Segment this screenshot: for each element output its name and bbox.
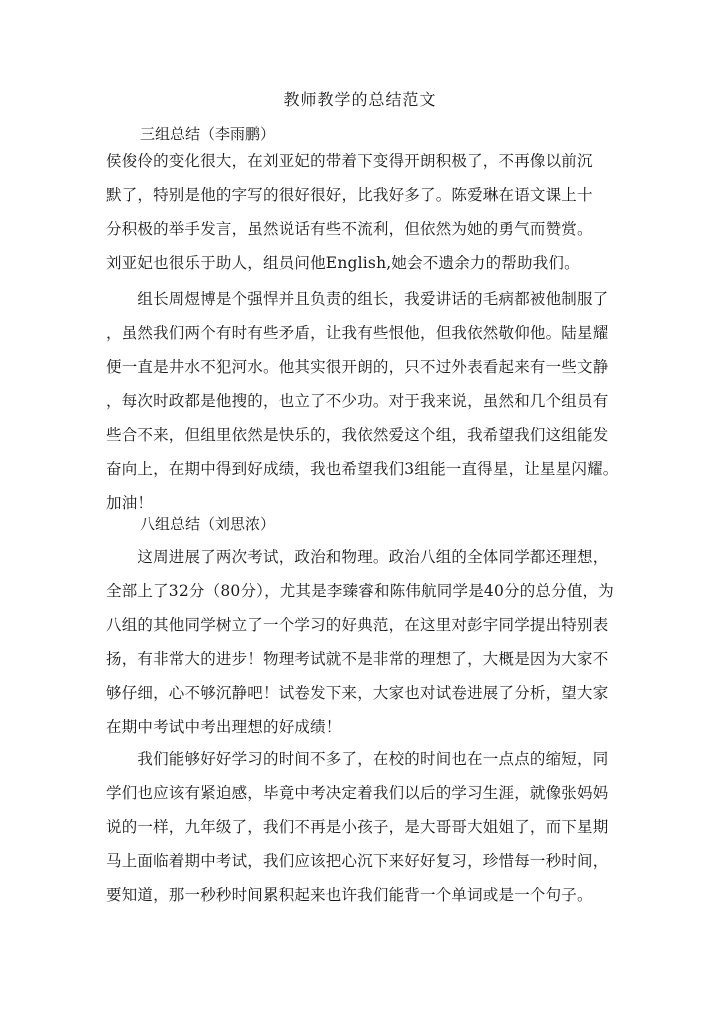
text-line: 些合不来，但组里依然是快乐的，我依然爱这个组，我希望我们这组能发 bbox=[106, 426, 609, 444]
text-line: 够仔细，心不够沉静吧！试卷发下来，大家也对试卷进展了分析，望大家 bbox=[106, 684, 609, 702]
text-line: 学们也应该有紧迫感，毕竟中考决定着我们以后的学习生涯，就像张妈妈 bbox=[106, 784, 609, 802]
text-line: 刘亚妃也很乐于助人，组员问他English,她会不遗余力的帮助我们。 bbox=[106, 254, 580, 272]
paragraph-group-8-study bbox=[106, 742, 626, 912]
text-line: 扬，有非常大的进步！物理考试就不是非常的理想了，大概是因为大家不 bbox=[106, 650, 609, 668]
text-line: 我们能够好好学习的时间不多了，在校的时间也在一点点的缩短，同 bbox=[106, 750, 609, 768]
text-line: 这周进展了两次考试，政治和物理。政治八组的全体同学都还理想， bbox=[106, 548, 609, 566]
text-line: 奋向上，在期中得到好成绩，我也希望我们3组能一直得星，让星星闪耀。 bbox=[106, 460, 619, 478]
text-line: 组长周煜博是个强悍并且负责的组长，我爱讲话的毛病都被他制服了 bbox=[106, 290, 609, 308]
text-line: 八组的其他同学树立了一个学习的好典范，在这里对彭宇同学提出特别表 bbox=[106, 616, 609, 634]
text-line: 加油！ bbox=[106, 494, 154, 512]
section-heading-group-8: 八组总结（刘思浓） bbox=[140, 515, 276, 533]
text-line: 默了，特别是他的字写的很好很好，比我好多了。陈爱琳在语文课上十 bbox=[106, 186, 593, 204]
text-line: 分积极的举手发言，虽然说话有些不流利，但依然为她的勇气而赞赏。 bbox=[106, 220, 593, 238]
text-line: ，虽然我们两个有时有些矛盾，让我有些恨他，但我依然敬仰他。陆星耀 bbox=[106, 324, 609, 342]
text-line: 说的一样，九年级了，我们不再是小孩子，是大哥哥大姐姐了，而下星期 bbox=[106, 818, 609, 836]
document-title: 教师教学的总结范文 bbox=[283, 90, 437, 109]
text-line: 马上面临着期中考试，我们应该把心沉下来好好复习，珍惜每一秒时间， bbox=[106, 852, 609, 870]
text-line: 要知道，那一秒秒时间累积起来也许我们能背一个单词或是一个句子。 bbox=[106, 886, 593, 904]
text-line: 侯俊伶的变化很大，在刘亚妃的带着下变得开朗积极了，不再像以前沉 bbox=[106, 152, 593, 170]
section-heading-group-3: 三组总结（李雨鹏） bbox=[140, 125, 276, 143]
paragraph-group-8-exams bbox=[106, 540, 626, 744]
text-line: 全部上了32分（80分），尤其是李臻睿和陈伟航同学是40分的总分值，为 bbox=[106, 582, 614, 600]
text-line: 便一直是井水不犯河水。他其实很开朗的，只不过外表看起来有一些文静 bbox=[106, 358, 609, 376]
text-line: ，每次时政都是他搜的，也立了不少功。对于我来说，虽然和几个组员有 bbox=[106, 392, 609, 410]
paragraph-group-3-leader bbox=[106, 282, 626, 520]
paragraph-group-3-intro bbox=[106, 144, 626, 280]
text-line: 在期中考试中考出理想的好成绩！ bbox=[106, 718, 342, 736]
